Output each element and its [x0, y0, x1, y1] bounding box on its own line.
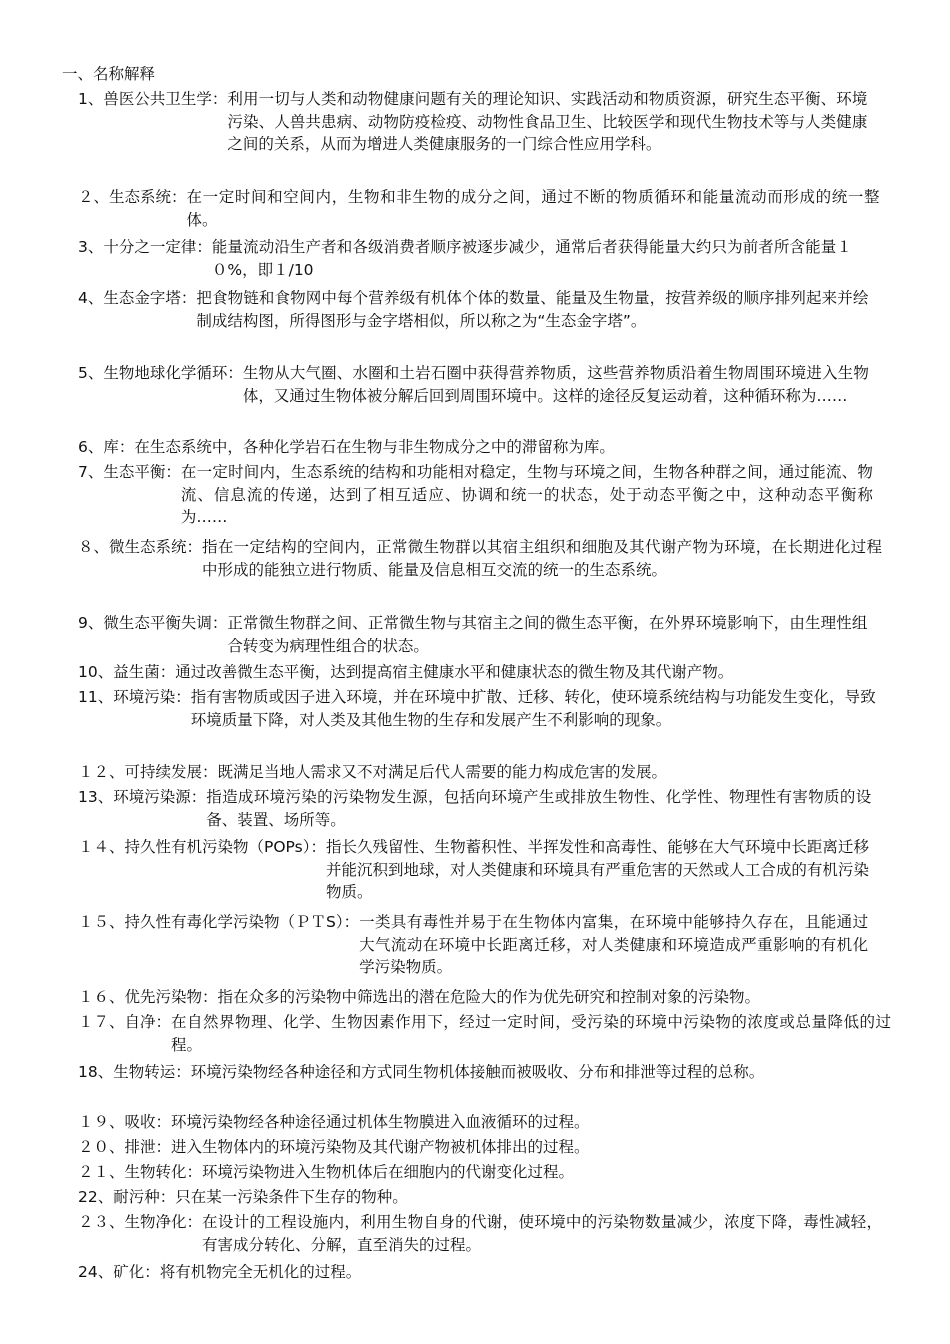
term-definition: 指在一定结构的空间内，正常微生物群以其宿主组织和细胞及其代谢产物为环境，在长期进化过程中形成的能独立进行物质、能量及信息相互交流的统一的生态系统。 — [202, 538, 883, 579]
term-entry-10 — [78, 661, 875, 684]
term-name: 22、耐污种： — [78, 1188, 176, 1206]
term-definition: 一类具有毒性并易于在生物体内富集，在环境中能够持久存在，且能通过大气流动在环境中长距离迁移，对人类健康和环境造成严重影响的有机化学污染物质。 — [359, 913, 869, 976]
term-name: 10、益生菌： — [78, 663, 176, 681]
term-definition: 生物从大气圈、水圈和土岩石圈中获得营养物质，这些营养物质沿着生物周围环境进入生物体，又通过生物体被分解后回到周围环境中。这样的途径反复运动着，这种循环称为…… — [242, 364, 869, 405]
term-name: １４、持久性有机污染物（POPs）： — [78, 838, 326, 856]
term-definition: 在设计的工程设施内，利用生物自身的代谢，使环境中的污染物数量减少，浓度下降，毒性减轻，有害成分转化、分解，直至消失的过程。 — [202, 1213, 883, 1254]
term-entry-21 — [78, 1161, 902, 1184]
term-name: 3、十分之一定律： — [78, 238, 212, 256]
term-name: 5、生物地球化学循环： — [78, 364, 243, 382]
term-definition: 既满足当地人需求又不对满足后代人需要的能力构成危害的发展。 — [217, 763, 668, 781]
term-name: 18、生物转运： — [78, 1063, 191, 1081]
term-entry-3 — [78, 236, 852, 281]
term-name: １５、持久性有毒化学污染物（ＰＴS）： — [78, 913, 360, 931]
term-entry-7 — [78, 461, 873, 529]
term-definition: 指有害物质或因子进入环境，并在环境中扩散、迁移、转化，使环境系统结构与功能发生变化，导致环境质量下降，对人类及其他生物的生存和发展产生不利影响的现象。 — [190, 688, 876, 729]
term-name: 11、环境污染： — [78, 688, 191, 706]
term-definition: 在自然界物理、化学、生物因素作用下，经过一定时间，受污染的环境中污染物的浓度或总量降低的过程。 — [171, 1013, 892, 1054]
term-entry-22 — [78, 1186, 875, 1209]
term-name: 13、环境污染源： — [78, 788, 207, 806]
term-definition: 指长久残留性、生物蓄积性、半挥发性和高毒性、能够在大气环境中长距离迁移并能沉积到地球，对人类健康和环境具有严重危害的天然或人工合成的有机污染物质。 — [325, 838, 869, 901]
term-definition: 环境污染物经各种途径和方式同生物机体接触而被吸收、分布和排泄等过程的总称。 — [190, 1063, 765, 1081]
term-entry-20 — [78, 1136, 871, 1159]
term-name: 4、生态金字塔： — [78, 289, 197, 307]
term-definition: 在一定时间和空间内，生物和非生物的成分之间，通过不断的物质循环和能量流动而形成的统一整体。 — [186, 188, 880, 229]
term-entry-18 — [62, 1061, 890, 1084]
term-entry-14 — [78, 836, 869, 904]
term-entry-8 — [78, 536, 882, 581]
term-entry-4 — [78, 287, 868, 332]
term-entry-2 — [78, 186, 880, 231]
term-definition: 环境污染物经各种途径通过机体生物膜进入血液循环的过程。 — [171, 1113, 590, 1131]
term-definition: 指造成环境污染的污染物发生源，包括向环境产生或排放生物性、化学性、物理性有害物质的设备、装置、场所等。 — [206, 788, 872, 829]
term-name: ２３、生物净化： — [78, 1213, 203, 1231]
term-entry-15 — [78, 911, 868, 979]
term-name: ２１、生物转化： — [78, 1163, 203, 1181]
term-entry-17 — [78, 1011, 891, 1056]
term-name: １６、优先污染物： — [78, 988, 218, 1006]
term-definition: 进入生物体内的环境污染物及其代谢产物被机体排出的过程。 — [171, 1138, 590, 1156]
term-definition: 通过改善微生态平衡，达到提高宿主健康水平和健康状态的微生物及其代谢产物。 — [175, 663, 734, 681]
term-entry-19 — [78, 1111, 871, 1134]
term-name: 6、库： — [78, 438, 135, 456]
term-definition: 把食物链和食物网中每个营养级有机体个体的数量、能量及生物量，按营养级的顺序排列起来并绘制成结构图，所得图形与金字塔相似，所以称之为“生态金字塔”。 — [196, 289, 869, 330]
term-name: ２、生态系统： — [78, 188, 187, 206]
term-name: 24、矿化： — [78, 1263, 160, 1281]
term-definition: 环境污染物进入生物机体后在细胞内的代谢变化过程。 — [202, 1163, 575, 1181]
term-definition: 将有机物完全无机化的过程。 — [159, 1263, 362, 1281]
term-definition: 指在众多的污染物中筛选出的潜在危险大的作为优先研究和控制对象的污染物。 — [217, 988, 761, 1006]
term-name: 1、兽医公共卫生学： — [78, 90, 228, 108]
term-name: 7、生态平衡： — [78, 463, 181, 481]
term-name: ２０、排泄： — [78, 1138, 172, 1156]
term-entry-9 — [78, 612, 867, 657]
term-name: ８、微生态系统： — [78, 538, 203, 556]
term-entry-1 — [78, 88, 867, 156]
term-name: １９、吸收： — [78, 1113, 172, 1131]
term-definition: 在一定时间内，生态系统的结构和功能相对稳定，生物与环境之间，生物各种群之间，通过能流、物流、信息流的传递，达到了相互适应、协调和统一的状态，处于动态平衡之中，这种动态平衡称为…… — [180, 463, 873, 526]
term-entry-11 — [78, 686, 876, 731]
term-entry-13 — [78, 786, 871, 831]
term-name: １２、可持续发展： — [78, 763, 218, 781]
term-entry-23 — [78, 1211, 882, 1256]
term-entry-5 — [78, 362, 869, 407]
term-entry-24 — [78, 1261, 860, 1284]
term-definition: 正常微生物群之间、正常微生物与其宿主之间的微生态平衡，在外界环境影响下，由生理性组合转变为病理性组合的状态。 — [227, 614, 868, 655]
term-entry-12 — [78, 761, 858, 784]
term-entry-16 — [78, 986, 908, 1009]
term-definition: 只在某一污染条件下生存的物种。 — [175, 1188, 408, 1206]
term-definition: 能量流动沿生产者和各级消费者顺序被逐步减少，通常后者获得能量大约只为前者所含能量１０%，即１/10 — [211, 238, 852, 279]
section-title: 一、名称解释 — [62, 65, 156, 83]
term-name: １７、自净： — [78, 1013, 172, 1031]
term-definition: 利用一切与人类和动物健康问题有关的理论知识、实践活动和物质资源，研究生态平衡、环境污染、人兽共患病、动物防疫检疫、动物性食品卫生、比较医学和现代生物技术等与人类健康之间的关系，从而为增进人类健康服务的一门综合性应用学科。 — [227, 90, 868, 153]
term-definition: 在生态系统中，各种化学岩石在生物与非生物成分之中的滞留称为库。 — [134, 438, 615, 456]
term-entry-6 — [78, 436, 834, 459]
term-name: 9、微生态平衡失调： — [78, 614, 228, 632]
